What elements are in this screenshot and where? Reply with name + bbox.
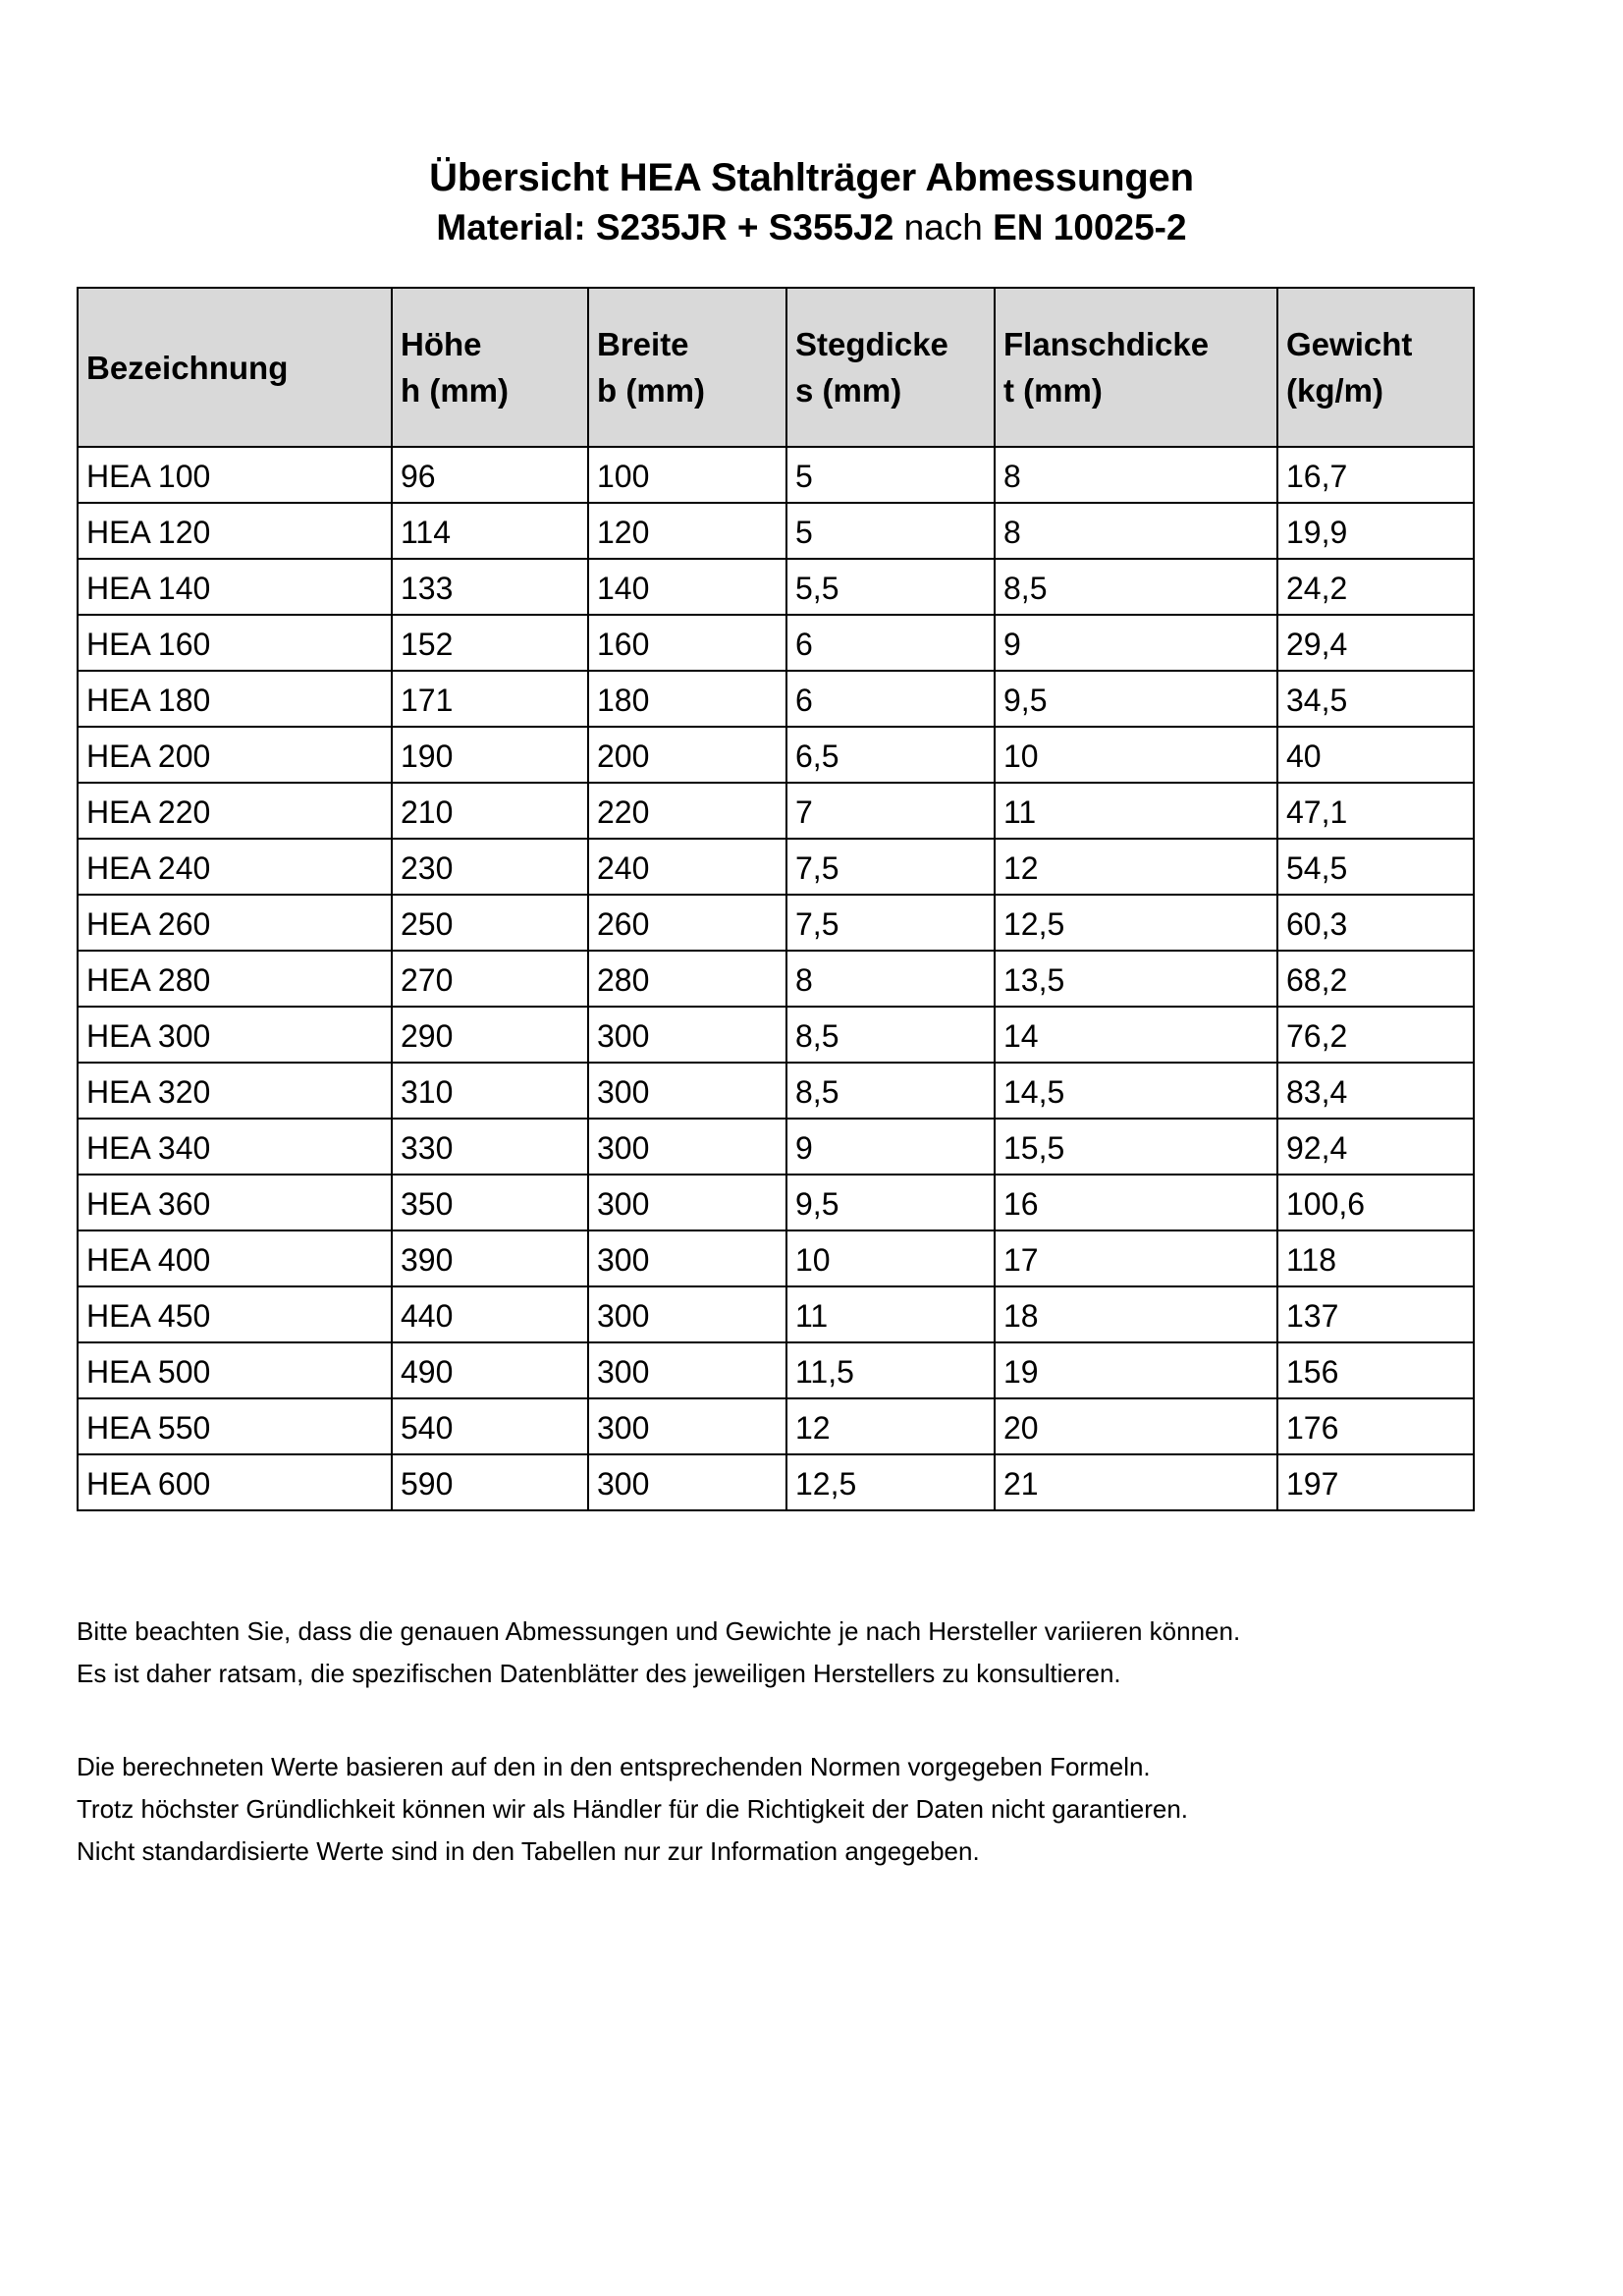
- cell-value: 14: [995, 1007, 1277, 1063]
- cell-value: 47,1: [1277, 783, 1474, 839]
- cell-value: 300: [588, 1119, 786, 1175]
- cell-value: 114: [392, 503, 588, 559]
- cell-value: 118: [1277, 1230, 1474, 1286]
- cell-value: 171: [392, 671, 588, 727]
- cell-value: 16: [995, 1175, 1277, 1230]
- cell-value: 9: [786, 1119, 995, 1175]
- table-row: [78, 895, 1474, 951]
- table-row: [78, 783, 1474, 839]
- cell-value: 21: [995, 1454, 1277, 1510]
- cell-value: 11: [786, 1286, 995, 1342]
- cell-value: 300: [588, 1398, 786, 1454]
- cell-designation: HEA 200: [78, 727, 392, 783]
- cell-designation: HEA 300: [78, 1007, 392, 1063]
- cell-value: 140: [588, 559, 786, 615]
- subtitle-material: Material: S235JR + S355J2: [436, 207, 894, 248]
- cell-value: 197: [1277, 1454, 1474, 1510]
- cell-value: 18: [995, 1286, 1277, 1342]
- cell-value: 300: [588, 1286, 786, 1342]
- cell-value: 12: [995, 839, 1277, 895]
- note-paragraph-1: [77, 1611, 1500, 1695]
- table-row: [78, 1230, 1474, 1286]
- cell-value: 9,5: [995, 671, 1277, 727]
- cell-value: 13,5: [995, 951, 1277, 1007]
- cell-value: 24,2: [1277, 559, 1474, 615]
- note-line: Es ist daher ratsam, die spezifischen Datenblätter des jeweiligen Herstellers zu konsultieren.: [77, 1659, 1121, 1688]
- cell-value: 12,5: [995, 895, 1277, 951]
- cell-value: 240: [588, 839, 786, 895]
- column-header-line1: Flanschdicke: [1003, 326, 1210, 363]
- cell-value: 17: [995, 1230, 1277, 1286]
- cell-value: 96: [392, 447, 588, 503]
- cell-value: 137: [1277, 1286, 1474, 1342]
- cell-value: 5: [786, 447, 995, 503]
- cell-designation: HEA 260: [78, 895, 392, 951]
- cell-value: 14,5: [995, 1063, 1277, 1119]
- cell-value: 280: [588, 951, 786, 1007]
- column-header-5: [1277, 288, 1474, 447]
- note-line: Die berechneten Werte basieren auf den in den entsprechenden Normen vorgegeben Formeln.: [77, 1752, 1151, 1781]
- cell-value: 12,5: [786, 1454, 995, 1510]
- cell-designation: HEA 240: [78, 839, 392, 895]
- column-header-4: [995, 288, 1277, 447]
- cell-value: 300: [588, 1175, 786, 1230]
- table-row: [78, 1286, 1474, 1342]
- page-title: Übersicht HEA Stahlträger Abmessungen: [429, 156, 1194, 199]
- cell-value: 540: [392, 1398, 588, 1454]
- cell-value: 300: [588, 1230, 786, 1286]
- column-header-line1: Breite: [597, 326, 689, 363]
- cell-value: 290: [392, 1007, 588, 1063]
- cell-value: 180: [588, 671, 786, 727]
- cell-value: 590: [392, 1454, 588, 1510]
- cell-value: 300: [588, 1007, 786, 1063]
- cell-value: 250: [392, 895, 588, 951]
- cell-value: 152: [392, 615, 588, 671]
- table-header: [78, 288, 1474, 447]
- cell-designation: HEA 100: [78, 447, 392, 503]
- cell-value: 60,3: [1277, 895, 1474, 951]
- cell-value: 100,6: [1277, 1175, 1474, 1230]
- cell-value: 490: [392, 1342, 588, 1398]
- table-row: [78, 839, 1474, 895]
- table-row: [78, 559, 1474, 615]
- cell-value: 19,9: [1277, 503, 1474, 559]
- column-header-line2: h (mm): [401, 372, 509, 409]
- column-header-line1: Gewicht: [1286, 326, 1413, 363]
- subtitle-connector: nach: [893, 207, 994, 248]
- cell-value: 350: [392, 1175, 588, 1230]
- column-header-0: [78, 288, 392, 447]
- cell-value: 10: [995, 727, 1277, 783]
- cell-value: 7: [786, 783, 995, 839]
- page-subtitle: [0, 206, 1623, 249]
- note-line: Trotz höchster Gründlichkeit können wir als Händler für die Richtigkeit der Daten nicht garantieren.: [77, 1794, 1189, 1824]
- column-header-line2: b (mm): [597, 372, 705, 409]
- cell-value: 54,5: [1277, 839, 1474, 895]
- column-header-line1: Höhe: [401, 326, 482, 363]
- cell-value: 68,2: [1277, 951, 1474, 1007]
- table-row: [78, 447, 1474, 503]
- cell-value: 8,5: [786, 1007, 995, 1063]
- cell-value: 200: [588, 727, 786, 783]
- cell-value: 300: [588, 1063, 786, 1119]
- footer-notes: [77, 1611, 1500, 1873]
- cell-value: 9,5: [786, 1175, 995, 1230]
- column-header-line2: s (mm): [795, 372, 902, 409]
- table-header-row: [78, 288, 1474, 447]
- table-row: [78, 1119, 1474, 1175]
- table-row: [78, 1342, 1474, 1398]
- column-header-2: [588, 288, 786, 447]
- cell-value: 6: [786, 671, 995, 727]
- table-row: [78, 727, 1474, 783]
- cell-designation: HEA 600: [78, 1454, 392, 1510]
- column-header-line1: Bezeichnung: [86, 349, 289, 386]
- cell-designation: HEA 280: [78, 951, 392, 1007]
- cell-value: 40: [1277, 727, 1474, 783]
- cell-value: 15,5: [995, 1119, 1277, 1175]
- column-header-line2: t (mm): [1003, 372, 1103, 409]
- table-row: [78, 503, 1474, 559]
- cell-value: 12: [786, 1398, 995, 1454]
- table-body: [78, 447, 1474, 1510]
- cell-value: 440: [392, 1286, 588, 1342]
- table-row: [78, 615, 1474, 671]
- table-row: [78, 1454, 1474, 1510]
- cell-value: 6: [786, 615, 995, 671]
- cell-value: 9: [995, 615, 1277, 671]
- cell-value: 120: [588, 503, 786, 559]
- cell-value: 390: [392, 1230, 588, 1286]
- cell-designation: HEA 180: [78, 671, 392, 727]
- cell-value: 76,2: [1277, 1007, 1474, 1063]
- cell-value: 133: [392, 559, 588, 615]
- cell-value: 5,5: [786, 559, 995, 615]
- table-row: [78, 671, 1474, 727]
- cell-value: 310: [392, 1063, 588, 1119]
- table-row: [78, 951, 1474, 1007]
- notes-spacer: [77, 1695, 1500, 1746]
- cell-value: 8: [786, 951, 995, 1007]
- table-row: [78, 1007, 1474, 1063]
- cell-value: 220: [588, 783, 786, 839]
- cell-value: 260: [588, 895, 786, 951]
- cell-value: 92,4: [1277, 1119, 1474, 1175]
- cell-designation: HEA 550: [78, 1398, 392, 1454]
- cell-value: 83,4: [1277, 1063, 1474, 1119]
- cell-value: 330: [392, 1119, 588, 1175]
- cell-value: 270: [392, 951, 588, 1007]
- note-line: Nicht standardisierte Werte sind in den Tabellen nur zur Information angegeben.: [77, 1836, 980, 1866]
- cell-value: 11,5: [786, 1342, 995, 1398]
- column-header-line1: Stegdicke: [795, 326, 948, 363]
- cell-designation: HEA 400: [78, 1230, 392, 1286]
- cell-designation: HEA 360: [78, 1175, 392, 1230]
- cell-value: 20: [995, 1398, 1277, 1454]
- cell-designation: HEA 140: [78, 559, 392, 615]
- cell-value: 7,5: [786, 895, 995, 951]
- column-header-line2: (kg/m): [1286, 372, 1383, 409]
- cell-designation: HEA 120: [78, 503, 392, 559]
- cell-value: 176: [1277, 1398, 1474, 1454]
- cell-value: 300: [588, 1454, 786, 1510]
- note-line: Bitte beachten Sie, dass die genauen Abmessungen und Gewichte je nach Hersteller variieren können.: [77, 1616, 1241, 1646]
- cell-value: 34,5: [1277, 671, 1474, 727]
- cell-value: 6,5: [786, 727, 995, 783]
- column-header-1: [392, 288, 588, 447]
- column-header-3: [786, 288, 995, 447]
- table-row: [78, 1063, 1474, 1119]
- cell-value: 5: [786, 503, 995, 559]
- cell-designation: HEA 160: [78, 615, 392, 671]
- cell-value: 8: [995, 447, 1277, 503]
- cell-designation: HEA 500: [78, 1342, 392, 1398]
- table-row: [78, 1398, 1474, 1454]
- cell-designation: HEA 320: [78, 1063, 392, 1119]
- title-block: [0, 155, 1623, 250]
- cell-value: 8,5: [995, 559, 1277, 615]
- dimensions-table-container: [77, 287, 1473, 1511]
- cell-value: 160: [588, 615, 786, 671]
- cell-value: 16,7: [1277, 447, 1474, 503]
- cell-value: 19: [995, 1342, 1277, 1398]
- cell-value: 210: [392, 783, 588, 839]
- cell-designation: HEA 340: [78, 1119, 392, 1175]
- cell-value: 7,5: [786, 839, 995, 895]
- subtitle-standard: EN 10025-2: [993, 207, 1187, 248]
- cell-designation: HEA 450: [78, 1286, 392, 1342]
- cell-designation: HEA 220: [78, 783, 392, 839]
- cell-value: 100: [588, 447, 786, 503]
- cell-value: 190: [392, 727, 588, 783]
- table-row: [78, 1175, 1474, 1230]
- hea-dimensions-table: [77, 287, 1475, 1511]
- cell-value: 230: [392, 839, 588, 895]
- cell-value: 8,5: [786, 1063, 995, 1119]
- cell-value: 300: [588, 1342, 786, 1398]
- cell-value: 8: [995, 503, 1277, 559]
- cell-value: 156: [1277, 1342, 1474, 1398]
- cell-value: 11: [995, 783, 1277, 839]
- note-paragraph-2: [77, 1746, 1500, 1873]
- cell-value: 29,4: [1277, 615, 1474, 671]
- cell-value: 10: [786, 1230, 995, 1286]
